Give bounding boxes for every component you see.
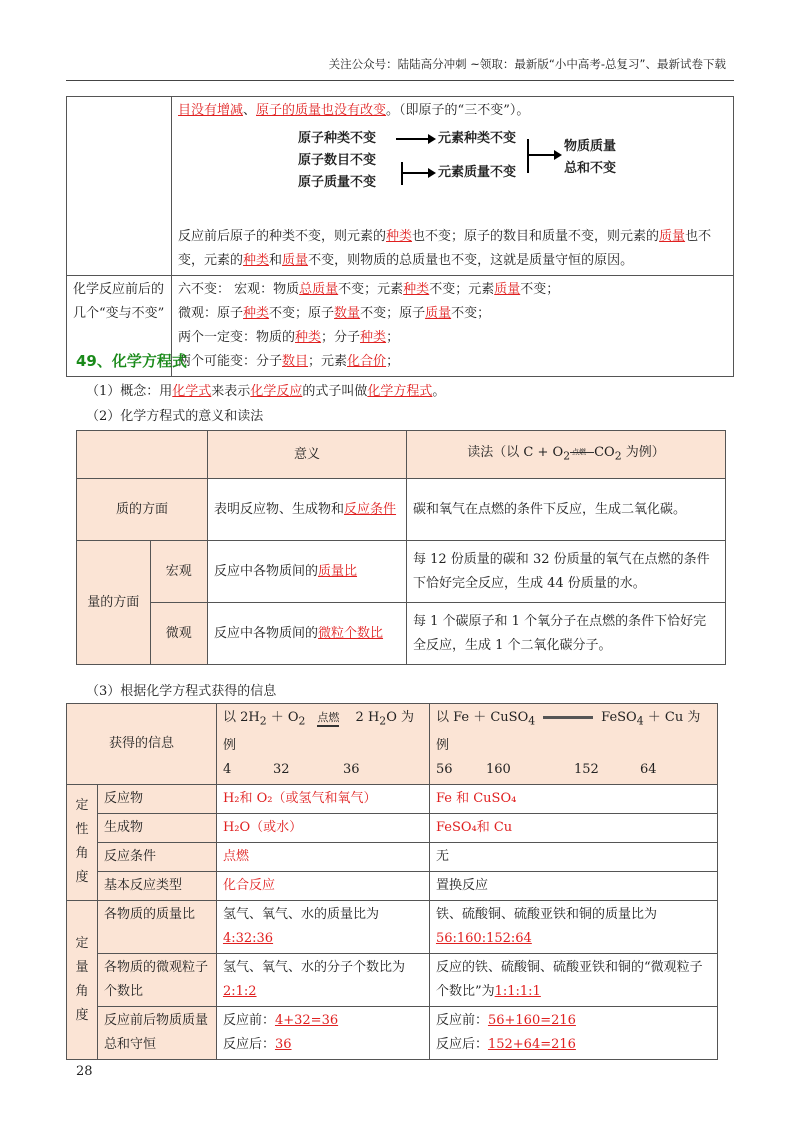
meaning-cell xyxy=(208,541,407,603)
reaction-arrow xyxy=(543,716,593,719)
text: 不变；元素 xyxy=(429,282,495,297)
mass-number: 152 xyxy=(573,761,599,777)
red-text: 目没有增减 xyxy=(178,103,244,118)
text: ；分子 xyxy=(321,330,361,345)
subheading: （3）根据化学方程式获得的信息 xyxy=(86,684,277,699)
text: 铁、硫酸铜、硫酸亚铁和铜的质量比为 xyxy=(435,906,657,922)
info-value: H₂O（或水） xyxy=(216,813,429,842)
text: 不变；元素 xyxy=(338,282,404,297)
conservation-cell xyxy=(172,97,734,276)
text: 反应中各物质间的 xyxy=(214,625,319,641)
red-text: 种类 xyxy=(403,282,430,297)
info-value: FeSO₄和 Cu xyxy=(429,813,717,842)
red-text: 质量比 xyxy=(318,563,358,579)
info-value xyxy=(216,900,429,953)
text: 不变，则物质的总质量也不变，这就是质量守恒的原因。 xyxy=(308,253,634,268)
red-text: 152+64=216 xyxy=(487,1036,576,1052)
text: ＋ O xyxy=(266,710,299,725)
corner-cell xyxy=(77,431,208,479)
info-name: 生成物 xyxy=(98,813,217,842)
info-value: 置换反应 xyxy=(429,871,717,900)
empty-cell xyxy=(67,97,172,276)
red-text: 种类 xyxy=(295,330,322,345)
mass-number: 56 xyxy=(435,761,453,777)
diagram-label: 总和不变 xyxy=(564,161,617,176)
reading-cell: 每 1 个碳原子和 1 个氧分子在点燃的条件下恰好完全反应，生成 1 个二氧化碳分子。 xyxy=(407,603,726,665)
info-name: 反应物 xyxy=(98,784,217,813)
red-text: 1:1:1:1 xyxy=(494,983,541,999)
text: 氢气、氧气、水的质量比为 xyxy=(222,906,379,922)
reaction-arrow xyxy=(305,706,351,730)
text: 的式子叫做 xyxy=(302,384,368,399)
row-label: 化学反应前后的几个“变与不变” xyxy=(67,276,172,377)
mass-number: 4 xyxy=(222,761,232,777)
section-title: 49、化学方程式 xyxy=(76,352,187,370)
text: 六不变： 宏观：物质 xyxy=(178,282,300,297)
red-text: 种类 xyxy=(386,229,413,244)
red-text: 总质量 xyxy=(299,282,339,297)
mass-number: 64 xyxy=(639,761,657,777)
text: 2 H xyxy=(351,710,380,725)
text: 以 2H xyxy=(222,710,260,725)
red-text: 种类 xyxy=(243,306,270,321)
text: 不变； xyxy=(520,282,560,297)
text: 以 Fe ＋ CuSO xyxy=(435,710,529,725)
page-header: 关注公众号：陆陆高分冲刺 ~领取：最新版“小中高考-总复习”、最新试卷下载 xyxy=(328,57,726,71)
group-label-quantitative: 定量角度 xyxy=(67,900,98,1059)
red-text: 种类 xyxy=(243,253,270,268)
red-text: 化学反应 xyxy=(250,384,303,399)
red-text: 反应条件 xyxy=(344,501,397,517)
conservation-diagram xyxy=(298,127,727,217)
text: 反应后： xyxy=(435,1036,488,1052)
text: 4 xyxy=(528,714,536,728)
red-text: 化学方程式 xyxy=(367,384,433,399)
text: 、 xyxy=(243,103,257,118)
info-value: H₂和 O₂（或氢气和氧气） xyxy=(216,784,429,813)
concept-line xyxy=(86,380,445,399)
info-value xyxy=(429,900,717,953)
diagram-label: 原子数目不变 xyxy=(298,153,377,168)
red-text: 56+160=216 xyxy=(487,1012,576,1028)
text: 反应前： xyxy=(435,1012,488,1028)
text: 也不变，元素的 xyxy=(178,229,712,268)
info-value: Fe 和 CuSO₄ xyxy=(429,784,717,813)
info-value xyxy=(429,1006,717,1059)
info-value xyxy=(429,953,717,1006)
condition-text: 点燃 xyxy=(317,711,339,727)
red-text: 质量 xyxy=(494,282,521,297)
header-example-1 xyxy=(216,704,429,785)
red-text: 种类 xyxy=(360,330,387,345)
condition-text: 点燃 xyxy=(572,447,587,456)
text: 反应前后原子的种类不变，则元素的 xyxy=(178,229,387,244)
text: 不变； xyxy=(451,306,491,321)
reading-cell: 碳和氧气在点燃的条件下反应，生成二氧化碳。 xyxy=(407,479,726,541)
subheading: （2）化学方程式的意义和读法 xyxy=(86,409,264,424)
text: CO xyxy=(594,444,615,460)
text: 反应的铁、硫酸铜、硫酸亚铁和铜的“微观粒子个数比”为 xyxy=(435,959,703,999)
red-text: 质量 xyxy=(282,253,309,268)
diagram-bracket xyxy=(524,127,564,187)
meaning-cell xyxy=(208,479,407,541)
header-info: 获得的信息 xyxy=(67,704,217,785)
text: 。（即原子的“三不变”）。 xyxy=(386,103,530,118)
info-value xyxy=(216,1006,429,1059)
row-label: 量的方面 xyxy=(77,541,151,665)
reading-cell: 每 12 份质量的碳和 32 份质量的氧气在点燃的条件下恰好完全反应，生成 44 份质量的水。 xyxy=(407,541,726,603)
info-value: 无 xyxy=(429,842,717,871)
text: 读法（以 C + O xyxy=(467,444,564,460)
row-label: 质的方面 xyxy=(77,479,208,541)
red-text: 化学式 xyxy=(172,384,212,399)
red-text: 化合价 xyxy=(347,354,387,369)
text: ； xyxy=(386,354,400,369)
info-name: 反应条件 xyxy=(98,842,217,871)
diagram-label: 原子质量不变 xyxy=(298,175,377,190)
info-table xyxy=(66,703,718,1060)
mass-number: 32 xyxy=(272,761,290,777)
text: 反应前： xyxy=(222,1012,275,1028)
text: O 为例 xyxy=(222,710,414,753)
text: 不变；原子 xyxy=(360,306,426,321)
text: 2 xyxy=(259,714,267,728)
header-reading xyxy=(407,431,726,479)
conservation-table xyxy=(66,96,734,377)
header-example-2 xyxy=(429,704,717,785)
info-value xyxy=(216,953,429,1006)
text: （1）概念：用 xyxy=(86,384,173,399)
text: 反应中各物质间的 xyxy=(214,563,319,579)
mass-number: 160 xyxy=(485,761,511,777)
sub-label: 微观 xyxy=(150,603,207,665)
text: 反应后： xyxy=(222,1036,275,1052)
header-meaning: 意义 xyxy=(208,431,407,479)
text: ；元素 xyxy=(308,354,348,369)
red-text: 微粒个数比 xyxy=(318,625,384,641)
sub-label: 宏观 xyxy=(150,541,207,603)
red-text: 原子的质量也没有改变 xyxy=(256,103,387,118)
meaning-table xyxy=(76,430,726,665)
info-name: 基本反应类型 xyxy=(98,871,217,900)
text: 氢气、氧气、水的分子个数比为 xyxy=(222,959,405,975)
change-cell xyxy=(172,276,734,377)
diagram-label: 物质质量 xyxy=(564,139,617,154)
info-name: 各物质的微观粒子个数比 xyxy=(98,953,217,1006)
text: ； xyxy=(386,330,400,345)
text: 不变；原子 xyxy=(269,306,335,321)
text: 为例） xyxy=(621,444,665,460)
text: 表明反应物、生成物和 xyxy=(214,501,345,517)
red-text: 36 xyxy=(274,1036,292,1052)
red-text: 数量 xyxy=(334,306,361,321)
mass-number: 36 xyxy=(342,761,360,777)
red-text: 数目 xyxy=(282,354,309,369)
header-rule xyxy=(66,80,734,81)
red-text: 4+32=36 xyxy=(274,1012,339,1028)
text: 来表示 xyxy=(211,384,251,399)
meaning-cell xyxy=(208,603,407,665)
diagram-label: 原子种类不变 xyxy=(298,131,377,146)
diagram-arrows xyxy=(396,127,436,197)
text: 也不变；原子的数目和质量不变，则元素的 xyxy=(412,229,660,244)
info-value: 化合反应 xyxy=(216,871,429,900)
text: FeSO xyxy=(601,710,637,725)
diagram-label: 元素质量不变 xyxy=(438,165,517,180)
text: 2 xyxy=(298,714,306,728)
text: ＋ Cu 为例 xyxy=(435,710,701,753)
text: 4 xyxy=(636,714,644,728)
text: 微观：原子 xyxy=(178,306,244,321)
text: 2 xyxy=(379,714,387,728)
text: 。 xyxy=(432,384,446,399)
red-text: 质量 xyxy=(425,306,452,321)
text: 两个可能变：分子 xyxy=(178,354,283,369)
red-text: 质量 xyxy=(659,229,686,244)
text: 2 xyxy=(563,449,571,463)
text: 和 xyxy=(269,253,283,268)
group-label-qualitative: 定性角度 xyxy=(67,784,98,900)
page-number: 28 xyxy=(76,1064,93,1079)
info-value: 点燃 xyxy=(216,842,429,871)
info-name: 各物质的质量比 xyxy=(98,900,217,953)
red-text: 4:32:36 xyxy=(222,930,274,946)
text: 两个一定变：物质的 xyxy=(178,330,296,345)
red-text: 56:160:152:64 xyxy=(435,930,532,946)
red-text: 2:1:2 xyxy=(222,983,257,999)
text: 2 xyxy=(614,449,622,463)
info-name: 反应前后物质质量总和守恒 xyxy=(98,1006,217,1059)
diagram-label: 元素种类不变 xyxy=(438,131,517,146)
